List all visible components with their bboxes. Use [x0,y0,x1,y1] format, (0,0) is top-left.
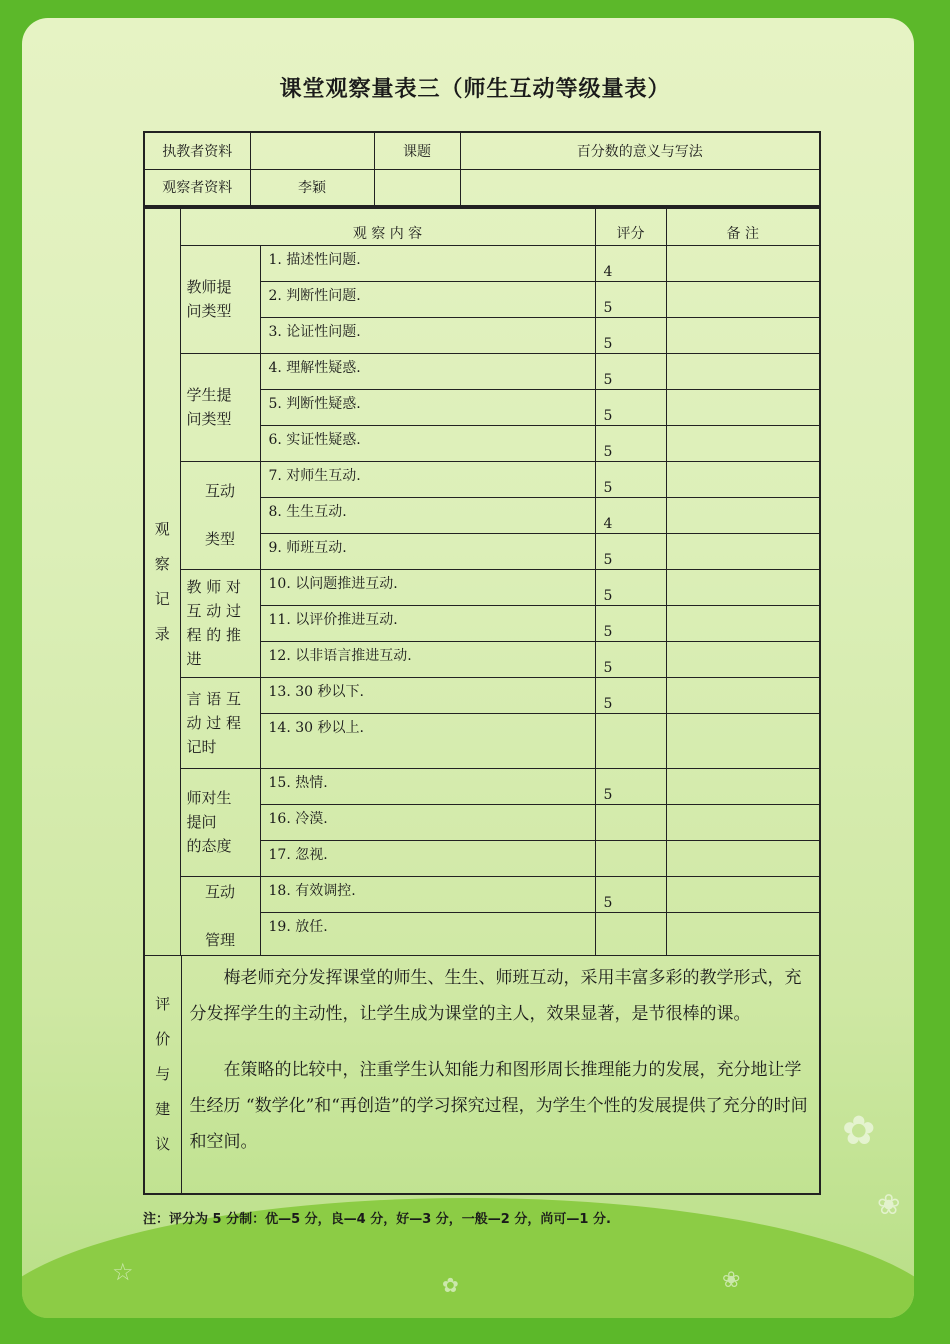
item-text: 10. 以问题推进互动. [260,569,595,605]
item-text: 6. 实证性疑惑. [260,425,595,461]
teacher-label: 执教者资料 [144,132,250,169]
evaluation-text [181,956,819,1193]
item-score [595,713,666,768]
info-table [143,131,821,207]
item-remark [666,677,820,713]
observer-value: 李颖 [250,169,374,206]
item-score: 4 [595,245,666,281]
table-row [144,569,820,605]
item-text: 13. 30 秒以下. [260,677,595,713]
item-text: 9. 师班互动. [260,533,595,569]
item-remark [666,641,820,677]
item-remark [666,533,820,569]
item-remark [666,317,820,353]
page-title: 课堂观察量表三（师生互动等级量表） [279,77,671,102]
teacher-value [250,132,374,169]
item-score: 5 [595,353,666,389]
item-remark [666,497,820,533]
header-content: 观 察 内 容 [180,208,595,245]
item-score: 5 [595,876,666,912]
table-row [144,461,820,497]
observer-label: 观察者资料 [144,169,250,206]
evaluation-row [144,955,820,1194]
table-row [144,245,820,281]
item-text: 14. 30 秒以上. [260,713,595,768]
item-remark [666,245,820,281]
item-text: 15. 热情. [260,768,595,804]
item-score: 5 [595,533,666,569]
category-label: 学生提 问类型 [180,353,260,461]
item-score: 5 [595,461,666,497]
item-text: 2. 判断性问题. [260,281,595,317]
item-score: 5 [595,605,666,641]
item-remark [666,713,820,768]
observation-table [143,207,821,1195]
empty-cell [374,169,460,206]
item-remark [666,461,820,497]
category-label: 教师提 问类型 [180,245,260,353]
star-decoration-icon: ☆ [112,1258,134,1286]
item-text: 8. 生生互动. [260,497,595,533]
category-label: 师对生 提问 的态度 [180,768,260,876]
category-label: 言 语 互 动 过 程 记时 [180,677,260,768]
item-text: 11. 以评价推进互动. [260,605,595,641]
evaluation-label: 评 价 与 建 议 [145,956,181,1193]
item-score [595,912,666,955]
item-remark [666,804,820,840]
item-remark [666,569,820,605]
item-score: 5 [595,641,666,677]
item-remark [666,768,820,804]
record-label: 观 察 记 录 [144,208,180,955]
item-remark [666,912,820,955]
item-text: 7. 对师生互动. [260,461,595,497]
flower-decoration-icon: ✿ [442,1273,459,1297]
flower-decoration-icon: ✿ [842,1108,876,1154]
item-remark [666,353,820,389]
flower-decoration-icon: ❀ [722,1268,741,1293]
item-score: 5 [595,569,666,605]
table-row [144,768,820,804]
item-score [595,804,666,840]
item-remark [666,389,820,425]
item-text: 19. 放任. [260,912,595,955]
item-score: 5 [595,677,666,713]
header-remark: 备 注 [666,208,820,245]
scoring-footnote: 注：评分为 5 分制：优—5 分，良—4 分，好—3 分，一般—2 分，尚可—1 分. [143,1212,611,1227]
item-text: 12. 以非语言推进互动. [260,641,595,677]
item-score: 5 [595,768,666,804]
item-remark [666,425,820,461]
category-label: 教 师 对 互 动 过 程 的 推 进 [180,569,260,677]
empty-cell [460,169,820,206]
table-row [144,677,820,713]
item-remark [666,840,820,876]
item-score: 5 [595,425,666,461]
item-text: 3. 论证性问题. [260,317,595,353]
table-row [144,353,820,389]
item-score [595,840,666,876]
topic-label: 课题 [374,132,460,169]
evaluation-paragraph: 在策略的比较中，注重学生认知能力和图形周长推理能力的发展，充分地让学生经历 “数学化”和“再创造”的学习探究过程，为学生个性的发展提供了充分的时间和空间。 [189,1059,808,1152]
flower-decoration-icon: ❀ [877,1188,901,1221]
category-label: 互动 管理 [180,876,260,955]
item-score: 4 [595,497,666,533]
item-text: 1. 描述性问题. [260,245,595,281]
item-text: 18. 有效调控. [260,876,595,912]
table-row [144,876,820,912]
item-text: 4. 理解性疑惑. [260,353,595,389]
item-score: 5 [595,281,666,317]
item-remark [666,876,820,912]
item-remark [666,605,820,641]
evaluation-paragraph: 梅老师充分发挥课堂的师生、生生、师班互动，采用丰富多彩的教学形式，充分发挥学生的主动性，让学生成为课堂的主人，效果显著，是节很棒的课。 [189,967,802,1024]
item-remark [666,281,820,317]
item-score: 5 [595,317,666,353]
item-text: 5. 判断性疑惑. [260,389,595,425]
topic-value: 百分数的意义与写法 [460,132,820,169]
item-score: 5 [595,389,666,425]
item-text: 16. 冷漠. [260,804,595,840]
category-label: 互动 类型 [180,461,260,569]
item-text: 17. 忽视. [260,840,595,876]
header-score: 评分 [595,208,666,245]
